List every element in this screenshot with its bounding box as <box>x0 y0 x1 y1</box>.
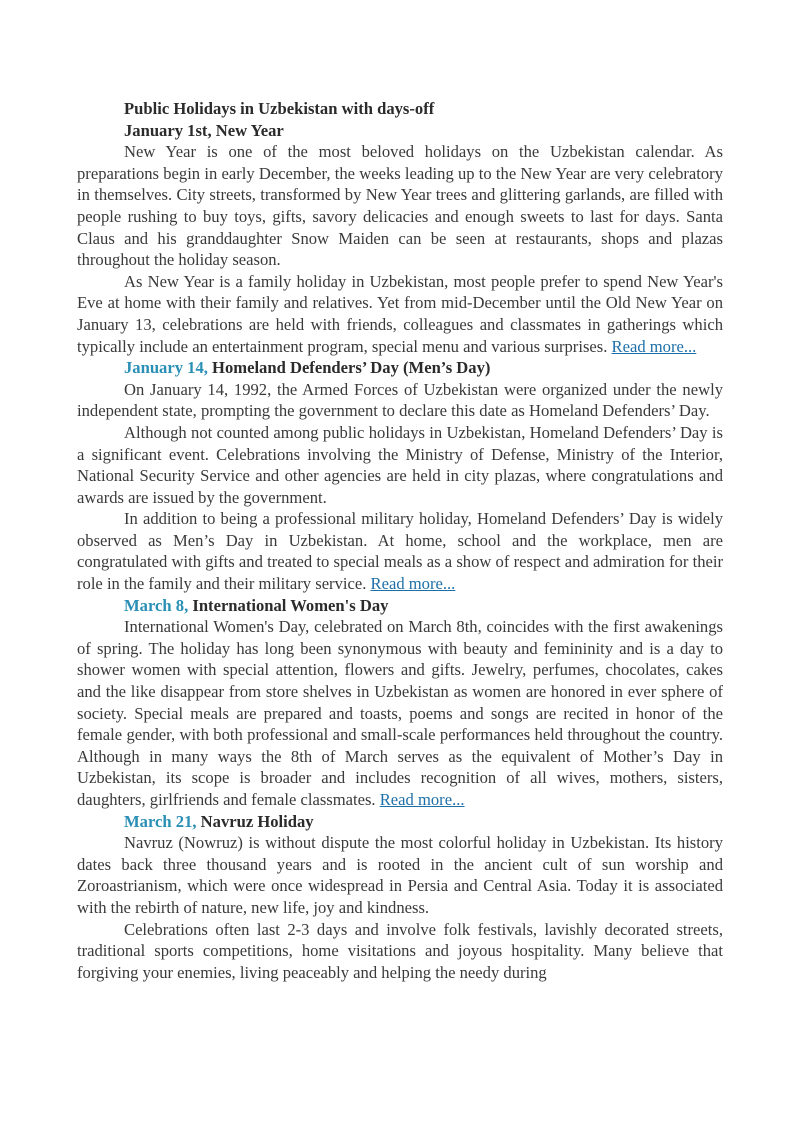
read-more-link[interactable]: Read more... <box>379 790 465 809</box>
paragraph: On January 14, 1992, the Armed Forces of Uzbekistan were organized under the newly independent state, prompting the government to declare this date as Homeland Defenders’ Day. <box>77 379 723 421</box>
paragraph: Navruz (Nowruz) is without dispute the most colorful holiday in Uzbekistan. Its history dates back three thousand years and is rooted in the ancient cult of sun worship and Zoroastrianism, which were once widespread in Persia and Central Asia. Today it is associated with the rebirth of nature, new life, joy and kindness. <box>77 833 723 917</box>
section-date: March 8, <box>124 595 189 615</box>
section-date: January 1st, <box>124 120 212 140</box>
document-title: Public Holidays in Uzbekistan with days-off <box>124 99 435 118</box>
paragraph <box>77 271 723 357</box>
paragraph-text: In addition to being a professional military holiday, Homeland Defenders’ Day is widely observed as Men’s Day in Uzbekistan. At home, school and the workplace, men are congratulated with gifts and treated to special meals as a show of respect and admiration for their role in the family and their military service. <box>77 509 723 594</box>
section-name: Homeland Defenders’ Day (Men’s Day) <box>207 358 491 378</box>
read-more-link[interactable]: Read more... <box>611 336 697 356</box>
section-heading-new-year <box>77 120 723 142</box>
section-heading-navruz <box>77 811 723 833</box>
section-date: January 14, <box>124 358 208 378</box>
paragraph: Celebrations often last 2-3 days and involve folk festivals, lavishly decorated streets, traditional sports competitions, home visitations and joyous hospitality. Many believe that forgiving your enemies, living peaceably and helping the needy during <box>77 919 723 982</box>
section-name: New Year <box>211 120 284 140</box>
paragraph: Although not counted among public holidays in Uzbekistan, Homeland Defenders’ Day is a significant event. Celebrations involving the Ministry of Defense, Ministry of the Interior, National Security Service and other agencies are held in city plazas, where congratulations and awards are issued by the government. <box>77 422 723 507</box>
read-more-link[interactable]: Read more... <box>370 574 456 594</box>
paragraph-text: International Women's Day, celebrated on March 8th, coincides with the first awakenings of spring. The holiday has long been synonymous with beauty and femininity and is a day to shower women with special attention, flowers and gifts. Jewelry, perfumes, chocolates, cakes and the like disappear from store shelves in Uzbekistan as women are honored in ever sphere of society. Special meals are prepared and toasts, poems and songs are recited in honor of the female gender, with both professional and small-scale performances held throughout the country. Although in many ways the 8th of March serves as the equivalent of Mother’s Day in Uzbekistan, its scope is broader and includes recognition of all wives, mothers, sisters, daughters, girlfriends and female classmates. <box>77 617 723 809</box>
paragraph-text: As New Year is a family holiday in Uzbekistan, most people prefer to spend New Year's Eve at home with their family and relatives. Yet from mid-December until the Old New Year on January 13, celebrations are held with friends, colleagues and classmates in gatherings which typically include an entertainment program, special menu and various surprises. <box>77 271 723 356</box>
paragraph: New Year is one of the most beloved holidays on the Uzbekistan calendar. As preparations begin in early December, the weeks leading up to the New Year are very celebratory in themselves. City streets, transformed by New Year trees and glittering garlands, are filled with people rushing to buy toys, gifts, savory delicacies and enough sweets to last for days. Santa Claus and his granddaughter Snow Maiden can be seen at restaurants, shops and plazas throughout the holiday season. <box>77 142 723 270</box>
section-heading-defenders-day <box>77 357 723 379</box>
section-date: March 21, <box>124 811 197 831</box>
section-name: International Women's Day <box>188 595 389 615</box>
document-page <box>77 98 723 983</box>
paragraph <box>77 508 723 594</box>
section-heading-womens-day <box>77 595 723 617</box>
section-name: Navruz Holiday <box>196 811 314 831</box>
paragraph <box>77 616 723 810</box>
